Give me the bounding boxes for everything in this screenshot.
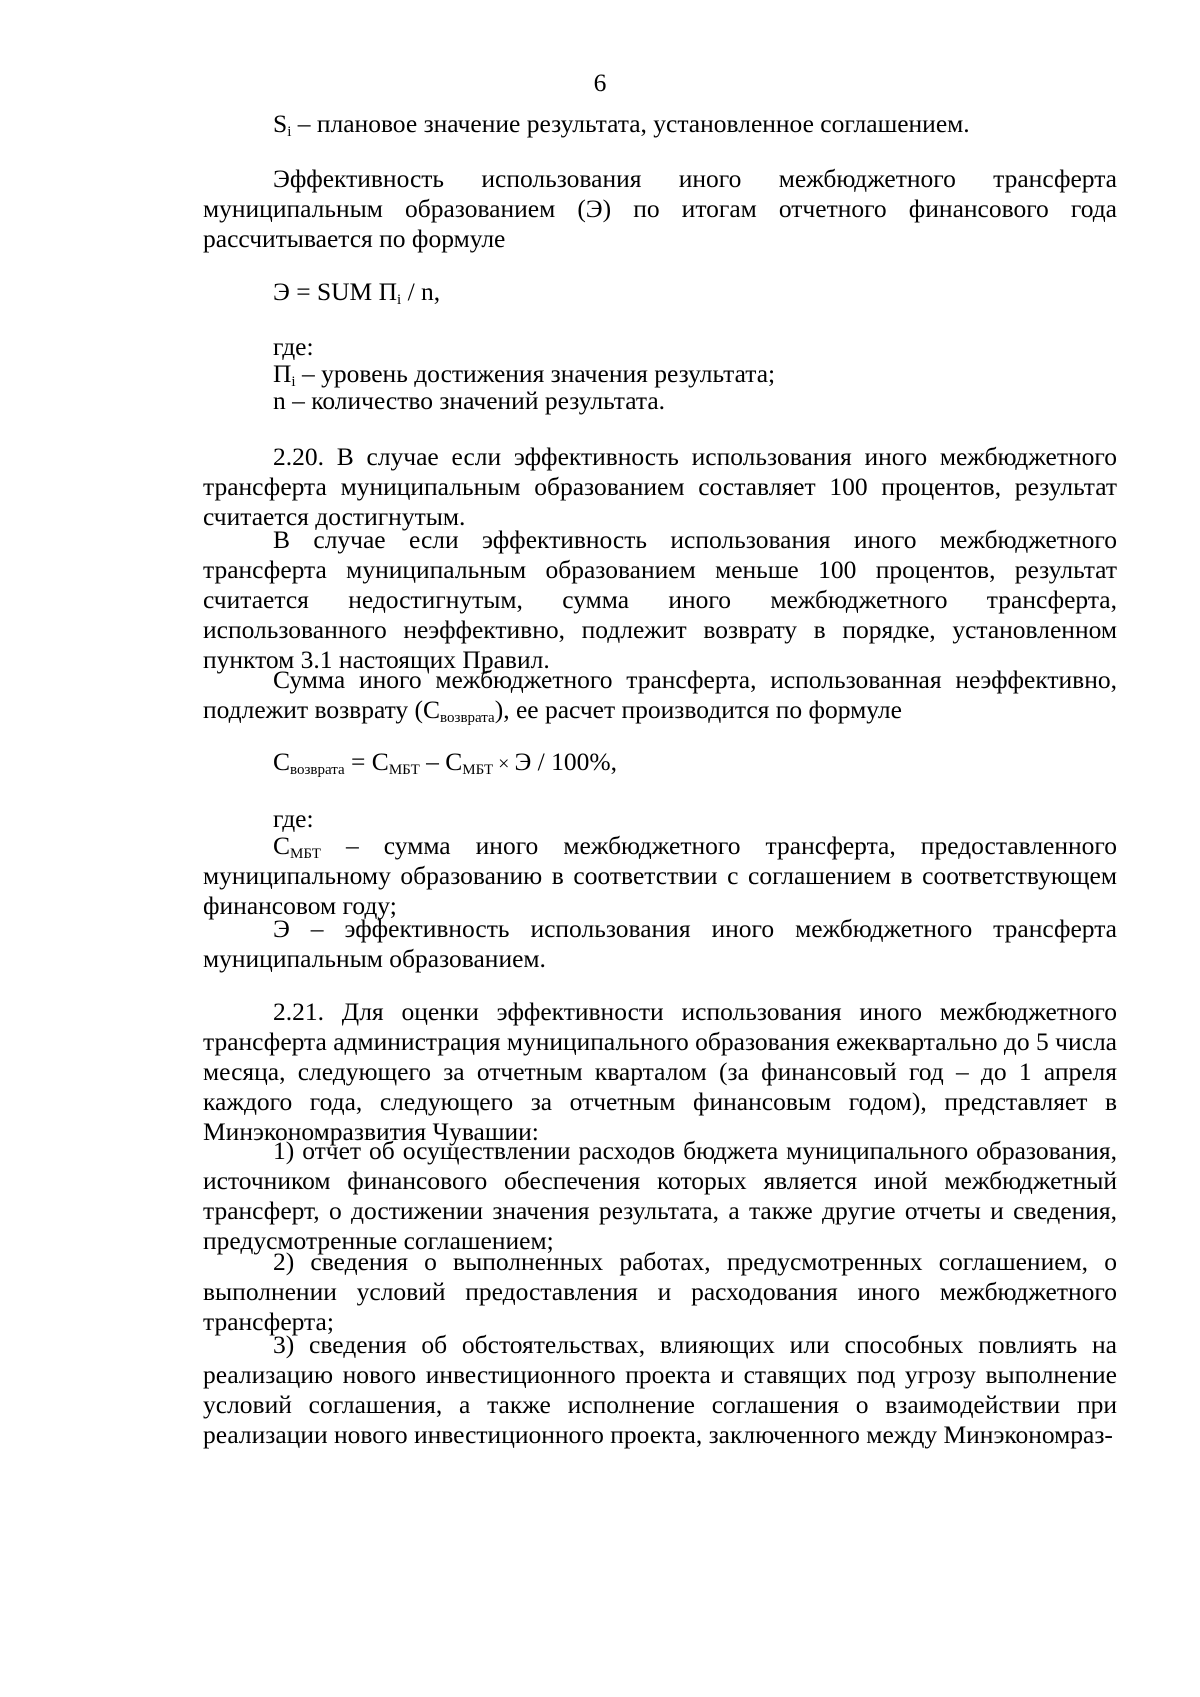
section-2-21-item-1: 1) отчет об осуществлении расходов бюджета муниципального образования, источником финансового обеспечения которых является иной межбюджетный трансферт, о достижении значения результата, а также другие отчеты и сведения, предусмотренные соглашением; [203,1136,1117,1255]
section-2-21-item-2: 2) сведения о выполненных работах, предусмотренных соглашением, о выполнении условий предоставления и расходования иного межбюджетного трансферта; [203,1247,1117,1336]
section-2-20-paragraph-1: 2.20. В случае если эффективность использования иного межбюджетного трансферта муниципальным образованием составляет 100 процентов, результат считается достигнутым. [203,442,1117,531]
section-2-20-paragraph-2: В случае если эффективность использования иного межбюджетного трансферта муниципальным образованием меньше 100 процентов, результат считается недостигнутым, сумма иного межбюджетного трансферта, использованного неэффективно, подлежит возврату в порядке, установленном пунктом 3.1 настоящих Правил. [203,525,1117,674]
efficiency-intro-paragraph: Эффективность использования иного межбюджетного трансферта муниципальным образованием (Э) по итогам отчетного финансового года рассчитывается по формуле [203,164,1117,253]
e-definition: Э – эффективность использования иного межбюджетного трансферта муниципальным образованием. [203,914,1117,973]
cmbt-definition: $С_{МБТ}$ – сумма иного межбюджетного трансферта, предоставленного муниципальному образованию в соответствии с соглашением в соответствующем финансовом году; [203,831,1117,920]
refund-formula: $С_{возврата} = С_{МБТ} - С_{МБТ} \times Э / 100\%$, [273,747,617,778]
section-2-20-paragraph-3: Сумма иного межбюджетного трансферта, использованная неэффективно, подлежит возврату $(С_{возврата})$, ее расчет производится по формуле [203,665,1117,726]
n-definition: n – количество значений результата. [273,386,666,415]
si-definition: $S_i$ – плановое значение результата, установленное соглашением. [273,109,970,140]
pi-definition: $П_i$ – уровень достижения значения результата; [273,359,776,390]
section-2-21-item-3: 3) сведения об обстоятельствах, влияющих или способных повлиять на реализацию нового инвестиционного проекта и ставящих под угрозу выполнение условий соглашения, а также исполнение соглашения о взаимодействии при реализации нового инвестиционного проекта, заключенного между Минэкономраз- [203,1330,1117,1449]
efficiency-formula: Э = SUM $П_i$ / n, [273,277,441,308]
page-number: 6 [593,68,607,97]
where-label-1: где: [273,332,314,361]
where-label-2: где: [273,804,314,833]
section-2-21-intro: 2.21. Для оценки эффективности использования иного межбюджетного трансферта администрация муниципального образования ежеквартально до 5 числа месяца, следующего за отчетным кварталом (за финансовый год – до 1 апреля каждого года, следующего за отчетным финансовым годом), представляет в Минэкономразвития Чувашии: [203,997,1117,1146]
